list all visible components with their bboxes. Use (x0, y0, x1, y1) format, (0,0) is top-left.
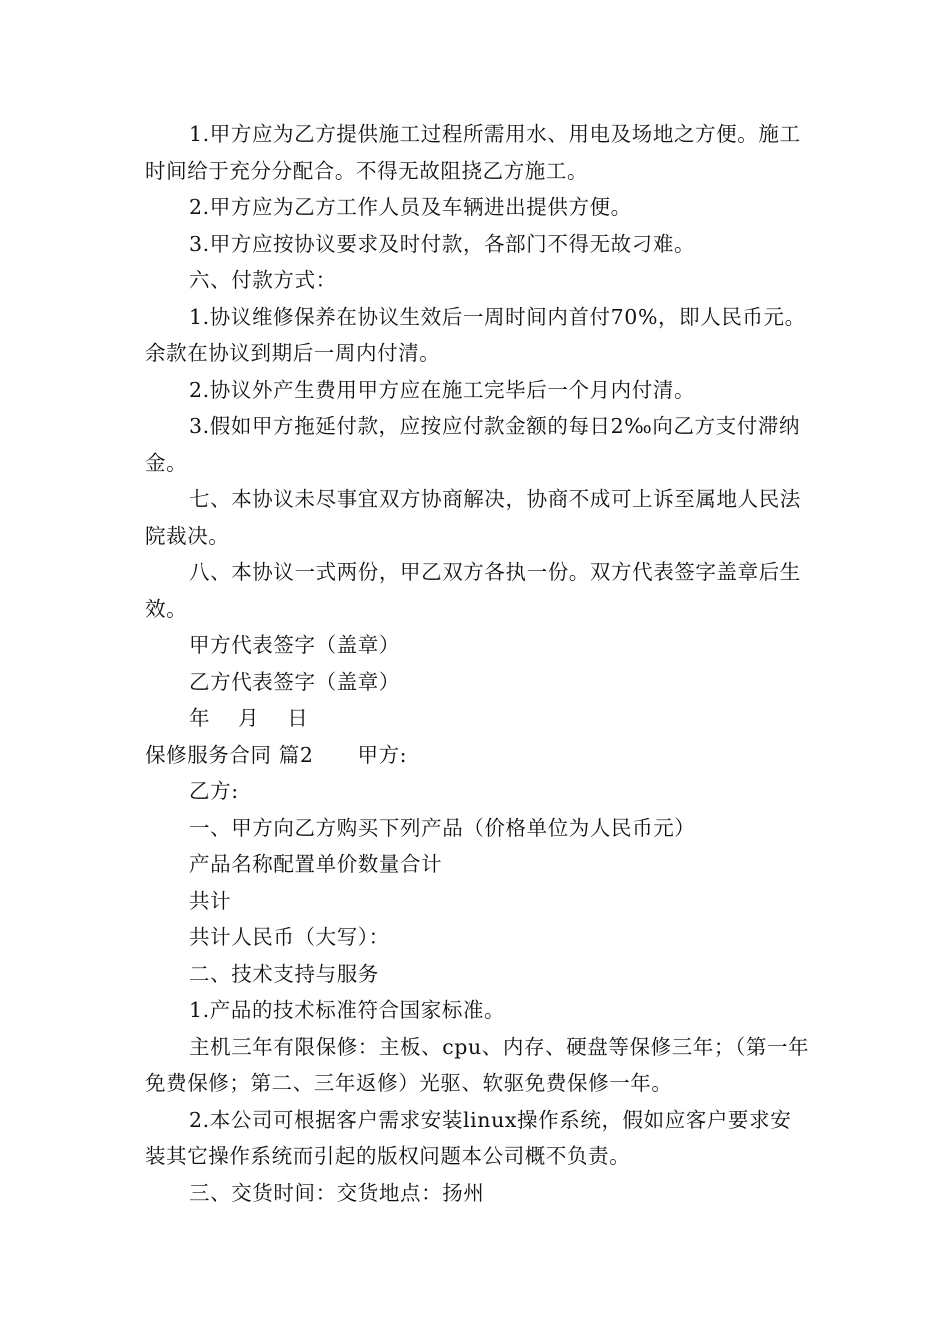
total-line: 共计 (189, 888, 232, 913)
section-2-party-b: 乙方: (189, 779, 239, 803)
paragraph-dispute-resolution: 七、本协议未尽事宜双方协商解决，协商不成可上诉至属地人民法院裁决。 (145, 487, 801, 548)
heading-payment-method: 六、付款方式： (189, 268, 337, 292)
total-rmb-line: 共计人民币（大写）： (189, 925, 390, 949)
section-2-title: 保修服务合同 篇2 (145, 742, 314, 767)
paragraph-purchase-products: 一、甲方向乙方购买下列产品（价格单位为人民币元） (189, 815, 696, 840)
date-line (145, 700, 810, 737)
paragraph-first-payment: 1.协议维修保养在协议生效后一周时间内首付70%，即人民币元。余款在协议到期后一周内付清。 (145, 304, 806, 365)
date-month: 月 (238, 706, 260, 730)
paragraph-extra-fees: 2.协议外产生费用甲方应在施工完毕后一个月内付清。 (189, 377, 696, 402)
paragraph-water-electricity: 1.甲方应为乙方提供施工过程所需用水、用电及场地之方便。施工时间给于充分分配合。不得无故阻挠乙方施工。 (145, 122, 801, 183)
paragraph-copies-effective: 八、本协议一式两份，甲乙双方各执一份。双方代表签字盖章后生效。 (145, 560, 801, 621)
paragraph-national-standard: 1.产品的技术标准符合国家标准。 (189, 998, 506, 1022)
paragraph-warranty-terms: 主机三年有限保修：主板、cpu、内存、硬盘等保修三年；（第一年免费保修；第二、三年返修）光驱、软驱免费保修一年。 (145, 1034, 810, 1095)
paragraph-vehicle-access: 2.甲方应为乙方工作人员及车辆进出提供方便。 (189, 195, 632, 219)
paragraph-late-fee: 3.假如甲方拖延付款，应按应付款金额的每日2‰向乙方支付滞纳金。 (145, 414, 801, 475)
section-2-heading (145, 737, 810, 774)
product-table-header: 产品名称配置单价数量合计 (189, 852, 443, 876)
date-day: 日 (287, 706, 309, 730)
section-2-party-a: 甲方: (357, 742, 408, 767)
document-body (145, 116, 810, 1211)
party-a-signature: 甲方代表签字（盖章） (189, 633, 400, 657)
heading-tech-support: 二、技术支持与服务 (189, 961, 379, 986)
date-year: 年 (189, 706, 211, 730)
paragraph-delivery: 三、交货时间：交货地点：扬州 (189, 1180, 485, 1205)
paragraph-timely-payment: 3.甲方应按协议要求及时付款，各部门不得无故刁难。 (189, 231, 696, 256)
party-b-signature: 乙方代表签字（盖章） (189, 669, 400, 694)
paragraph-os-installation: 2.本公司可根据客户需求安装linux操作系统，假如应客户要求安装其它操作系统而引起的版权问题本公司概不负责。 (145, 1107, 792, 1168)
